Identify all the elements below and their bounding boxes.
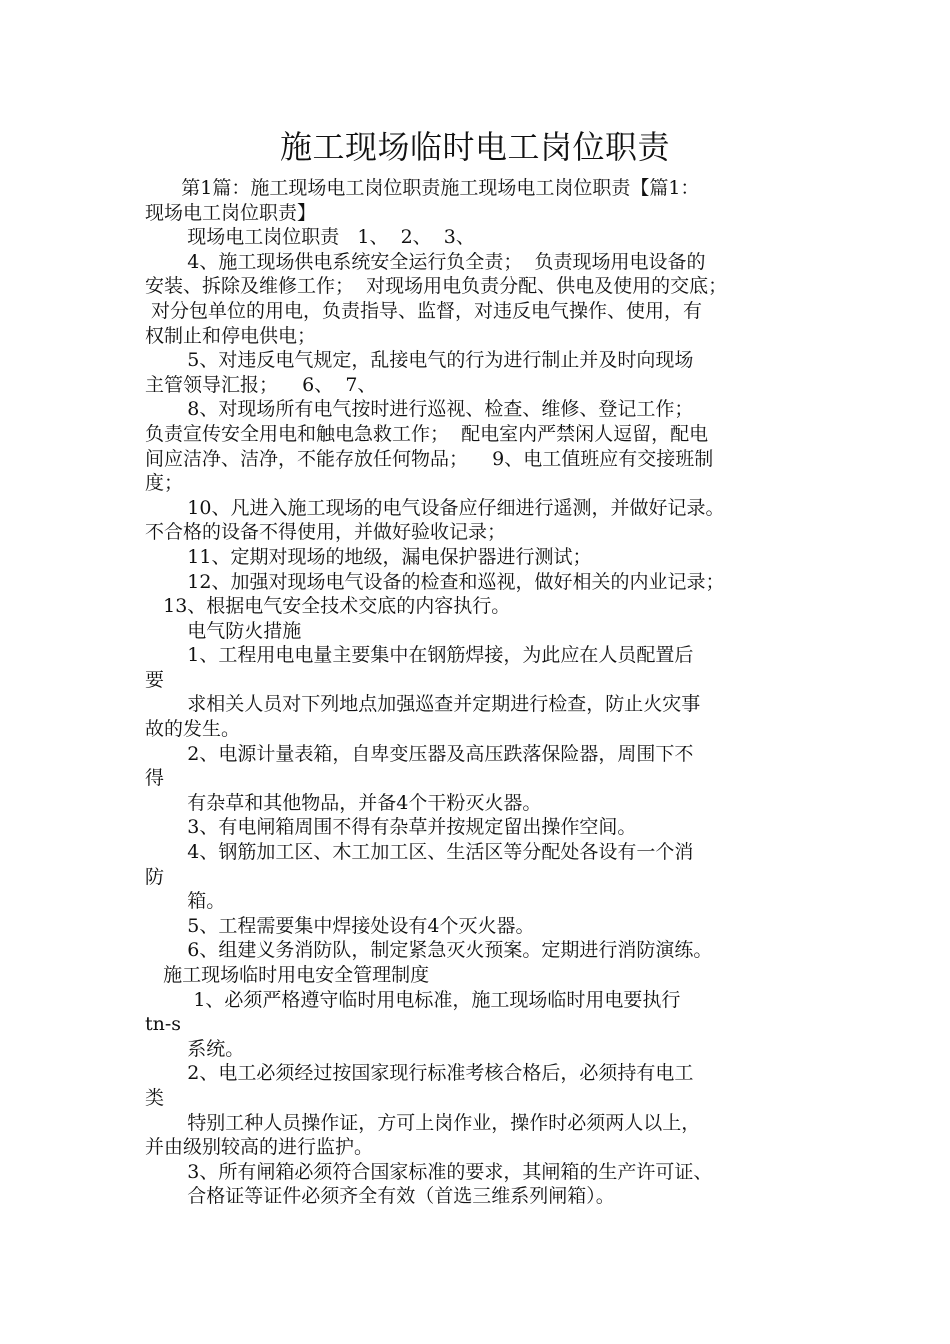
body-line: 2、电源计量表箱，自卑变压器及高压跌落保险器，周围下不 (145, 742, 694, 765)
body-line: 特别工种人员操作证，方可上岗作业，操作时必须两人以上， (145, 1111, 701, 1134)
body-line: 10、凡进入施工现场的电气设备应仔细进行遥测，并做好记录。 (145, 496, 725, 519)
body-line: 不合格的设备不得使用，并做好验收记录； (145, 521, 507, 544)
body-line: 要 (145, 668, 165, 691)
body-line: 箱。 (145, 890, 226, 913)
body-line: 故的发生。 (145, 718, 241, 741)
body-line: 类 (145, 1086, 165, 1109)
body-line: 主管领导汇报； 6、 7、 (145, 373, 377, 396)
body-line: 并由级别较高的进行监护。 (145, 1136, 374, 1159)
body-line: 施工现场临时用电安全管理制度 (145, 964, 430, 986)
body-line: 有杂草和其他物品，并备4个干粉灭火器。 (145, 791, 542, 814)
body-line: 合格证等证件必须齐全有效（首选三维系列闸箱）。 (145, 1185, 615, 1208)
body-line: 电气防火措施 (145, 619, 302, 642)
body-line: 12、加强对现场电气设备的检查和巡视，做好相关的内业记录； (145, 570, 725, 593)
body-line: 负责宣传安全用电和触电急救工作； 配电室内严禁闲人逗留，配电 (145, 422, 709, 445)
body-line: 权制止和停电供电； (145, 324, 317, 347)
body-line: 13、根据电气安全技术交底的内容执行。 (145, 595, 511, 618)
body-line: 求相关人员对下列地点加强巡查并定期进行检查，防止火灾事 (145, 693, 701, 716)
body-line: 3、有电闸箱周围不得有杂草并按规定留出操作空间。 (145, 816, 637, 839)
body-line: 对分包单位的用电，负责指导、监督，对违反电气操作、使用，有 (145, 299, 703, 322)
body-line: 5、对违反电气规定，乱接电气的行为进行制止并及时向现场 (145, 349, 694, 372)
document-body (145, 176, 825, 1209)
body-line: 度； (145, 472, 184, 495)
body-line: 3、所有闸箱必须符合国家标准的要求，其闸箱的生产许可证、 (145, 1160, 713, 1183)
body-line: 6、组建义务消防队，制定紧急灭火预案。定期进行消防演练。 (145, 939, 713, 962)
body-line: 1、必须严格遵守临时用电标准，施工现场临时用电要执行 (145, 988, 681, 1011)
body-line: 2、电工必须经过按国家现行标准考核合格后，必须持有电工 (145, 1062, 694, 1085)
body-line: 现场电工岗位职责】 (145, 201, 317, 224)
body-line: 防 (145, 865, 165, 888)
body-line: 现场电工岗位职责 1、 2、 3、 (145, 226, 475, 249)
body-line: 5、工程需要集中焊接处设有4个灭火器。 (145, 914, 535, 937)
body-line: 8、对现场所有电气按时进行巡视、检查、维修、登记工作； (145, 398, 694, 421)
body-line: 11、定期对现场的地级，漏电保护器进行测试； (145, 545, 592, 568)
body-line: 第1篇：施工现场电工岗位职责施工现场电工岗位职责【篇1： (145, 177, 700, 199)
document-title: 施工现场临时电工岗位职责 (279, 128, 670, 166)
body-line: 系统。 (145, 1037, 245, 1060)
body-line: 4、钢筋加工区、木工加工区、生活区等分配处各设有一个消 (145, 841, 694, 864)
body-line: 间应洁净、洁净，不能存放任何物品； 9、电工值班应有交接班制 (145, 447, 714, 470)
body-line: 1、工程用电电量主要集中在钢筋焊接，为此应在人员配置后 (145, 644, 694, 667)
body-line: 得 (145, 767, 165, 790)
body-line: tn-s (145, 1013, 182, 1036)
body-line: 4、施工现场供电系统安全运行负全责； 负责现场用电设备的 (145, 250, 706, 273)
body-line: 安装、拆除及维修工作； 对现场用电负责分配、供电及使用的交底； (145, 275, 728, 298)
